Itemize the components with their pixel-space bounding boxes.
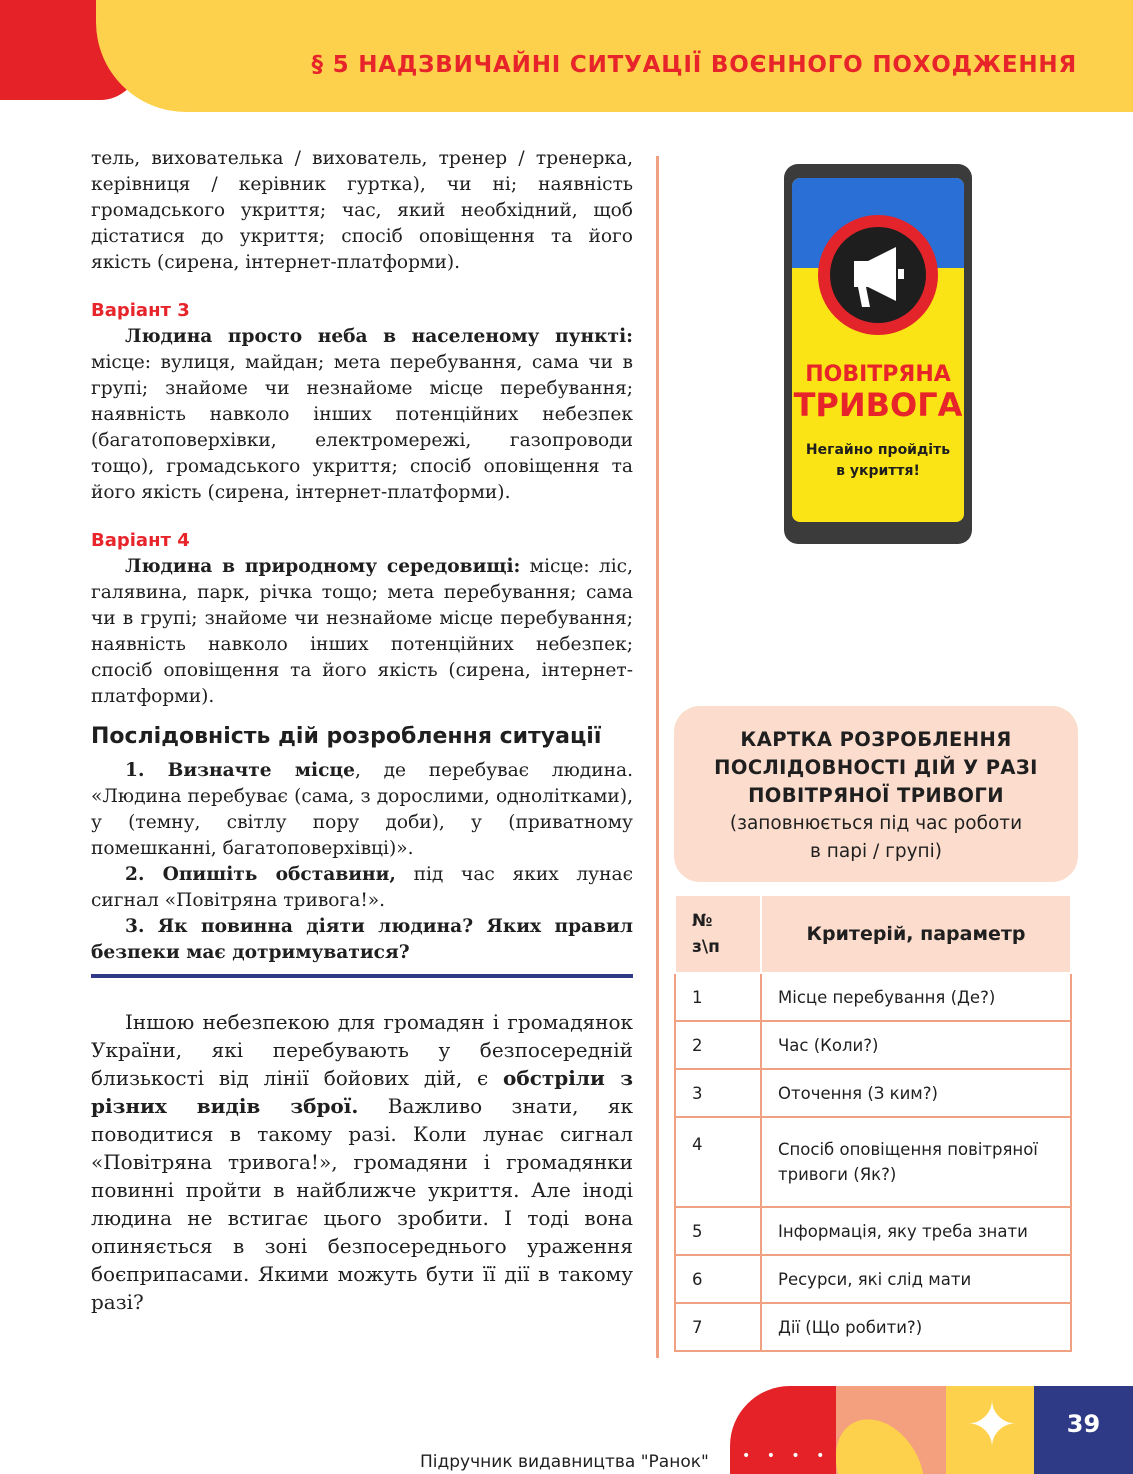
closing-paragraph	[91, 1008, 633, 1316]
row-number: 6	[675, 1255, 761, 1303]
info-card	[674, 706, 1078, 882]
sequence-step-3	[91, 914, 633, 966]
row-criterion: Оточення (З ким?)	[761, 1069, 1071, 1117]
sequence-heading: Послідовність дій розроблення ситуації	[91, 724, 602, 749]
step-1-lead: 1. Визначте місце	[125, 760, 355, 781]
publisher-credit: Підручник видавництва "Ранок"	[420, 1452, 709, 1472]
footer-peach-shape	[836, 1386, 946, 1474]
page-number: 39	[1066, 1410, 1101, 1438]
variant-3-heading: Варіант 3	[91, 300, 190, 321]
card-title-line-1: КАРТКА РОЗРОБЛЕННЯ	[740, 728, 1012, 751]
row-number: 2	[675, 1021, 761, 1069]
alert-text-line-2: ТРИВОГА	[793, 386, 963, 424]
variant-3-paragraph	[91, 324, 633, 506]
phone-illustration	[784, 164, 972, 544]
header-number: № з\п	[675, 895, 761, 973]
page-title: § 5 НАДЗВИЧАЙНІ СИТУАЦІЇ ВОЄННОГО ПОХОДЖЕННЯ	[311, 52, 1077, 78]
row-criterion: Час (Коли?)	[761, 1021, 1071, 1069]
header-criterion: Критерій, параметр	[761, 895, 1071, 973]
phone-screen	[792, 178, 964, 522]
card-subtitle-line-2: в парі / групі)	[810, 841, 942, 862]
step-2-text: під час яких лунає сигнал «Повітряна тривога!».	[91, 864, 633, 911]
card-title	[674, 726, 1078, 810]
row-criterion: Інформація, яку треба знати	[761, 1207, 1071, 1255]
card-subtitle	[674, 810, 1078, 866]
step-2-lead: 2. Опишіть обставини,	[125, 864, 396, 885]
closing-part-1: Іншою небезпекою для громадян і громадянок України, які перебувають у безпосередній близькості від лінії бойових дій, є	[91, 1010, 633, 1090]
variant-4-text: місце: ліс, галявина, парк, річка тощо; мета перебування; сама чи в групі; знайоме чи незнайоме місце перебування; наявність навколо інших потенційних небезпек; спосіб оповіщення та його якість (сирена, інтернет-платформи).	[91, 556, 633, 707]
table-row	[675, 1069, 1071, 1117]
petal-shape	[836, 1403, 942, 1474]
table-row	[675, 1021, 1071, 1069]
section-divider	[91, 974, 633, 978]
step-1-text: , де перебуває людина. «Людина перебуває (сама, з дорослими, однолітками), у (темну, світлу пору доби), у (приватному помешканні, багатоповерхівці)».	[91, 760, 633, 859]
row-criterion: Спосіб оповіщення повітряної тривоги (Як?)	[761, 1117, 1071, 1207]
alert-circle	[818, 215, 938, 335]
card-subtitle-line-1: (заповнюється під час роботи	[729, 813, 1023, 834]
row-number: 1	[675, 973, 761, 1021]
column-divider	[656, 156, 659, 1358]
closing-bold: обстріли з різних видів зброї.	[91, 1066, 633, 1118]
intro-paragraph: тель, вихователька / вихователь, тренер / тренерка, керівниця / керівник гуртка), чи ні; наявність громадського укриття; час, який необхідний, щоб дістатися до укриття; спосіб оповіщення та його якість (сирена, інтернет-платформи).	[91, 148, 633, 273]
closing-part-2: Важливо знати, як поводитися в такому разі. Коли лунає сигнал «Повітряна тривога!», громадяни і громадянки повинні пройти в найближче укриття. Але іноді людина не встигає цього зробити. І тоді вона опиняється в зоні безпосереднього ураження боєприпасами. Якими можуть бути її дії в такому разі?	[91, 1094, 633, 1314]
row-criterion: Місце перебування (Де?)	[761, 973, 1071, 1021]
alert-text-line-1: ПОВІТРЯНА	[805, 362, 951, 387]
row-number: 7	[675, 1303, 761, 1351]
table-row	[675, 1117, 1071, 1207]
table-row	[675, 973, 1071, 1021]
table-row	[675, 1207, 1071, 1255]
card-title-line-3: ПОВІТРЯНОЇ ТРИВОГИ	[748, 784, 1004, 807]
row-criterion: Дії (Що робити?)	[761, 1303, 1071, 1351]
variant-3-text: місце: вулиця, майдан; мета перебування, сама чи в групі; знайоме чи незнайоме місце перебування; наявність навколо інших потенційних небезпек (багатоповерхівки, електромережі, газопроводи тощо), громадського укриття; спосіб оповіщення та його якість (сирена, інтернет-платформи).	[91, 352, 633, 503]
row-number: 3	[675, 1069, 761, 1117]
alert-instruction: Негайно пройдіть в укриття!	[805, 442, 951, 479]
row-number: 5	[675, 1207, 761, 1255]
table-header-row	[675, 895, 1071, 973]
variant-4-lead: Людина в природному середовищі:	[125, 556, 521, 577]
sequence-step-2	[91, 862, 633, 914]
row-number: 4	[675, 1117, 761, 1207]
criteria-table	[674, 894, 1072, 1352]
row-criterion: Ресурси, які слід мати	[761, 1255, 1071, 1303]
main-text-column	[91, 146, 633, 1316]
variant-4-heading: Варіант 4	[91, 530, 190, 551]
table-row	[675, 1303, 1071, 1351]
table-row	[675, 1255, 1071, 1303]
star-icon: ✦	[966, 1388, 1018, 1461]
variant-3-lead: Людина просто неба в населеному пункті:	[125, 326, 633, 347]
footer-dots: • • • •	[742, 1448, 831, 1464]
card-title-line-2: ПОСЛІДОВНОСТІ ДІЙ У РАЗІ	[714, 756, 1038, 779]
megaphone-icon	[830, 227, 926, 323]
variant-4-paragraph	[91, 554, 633, 710]
sequence-step-1	[91, 758, 633, 862]
step-3-lead: 3. Як повинна діяти людина? Яких правил безпеки має дотримуватися?	[91, 916, 633, 963]
